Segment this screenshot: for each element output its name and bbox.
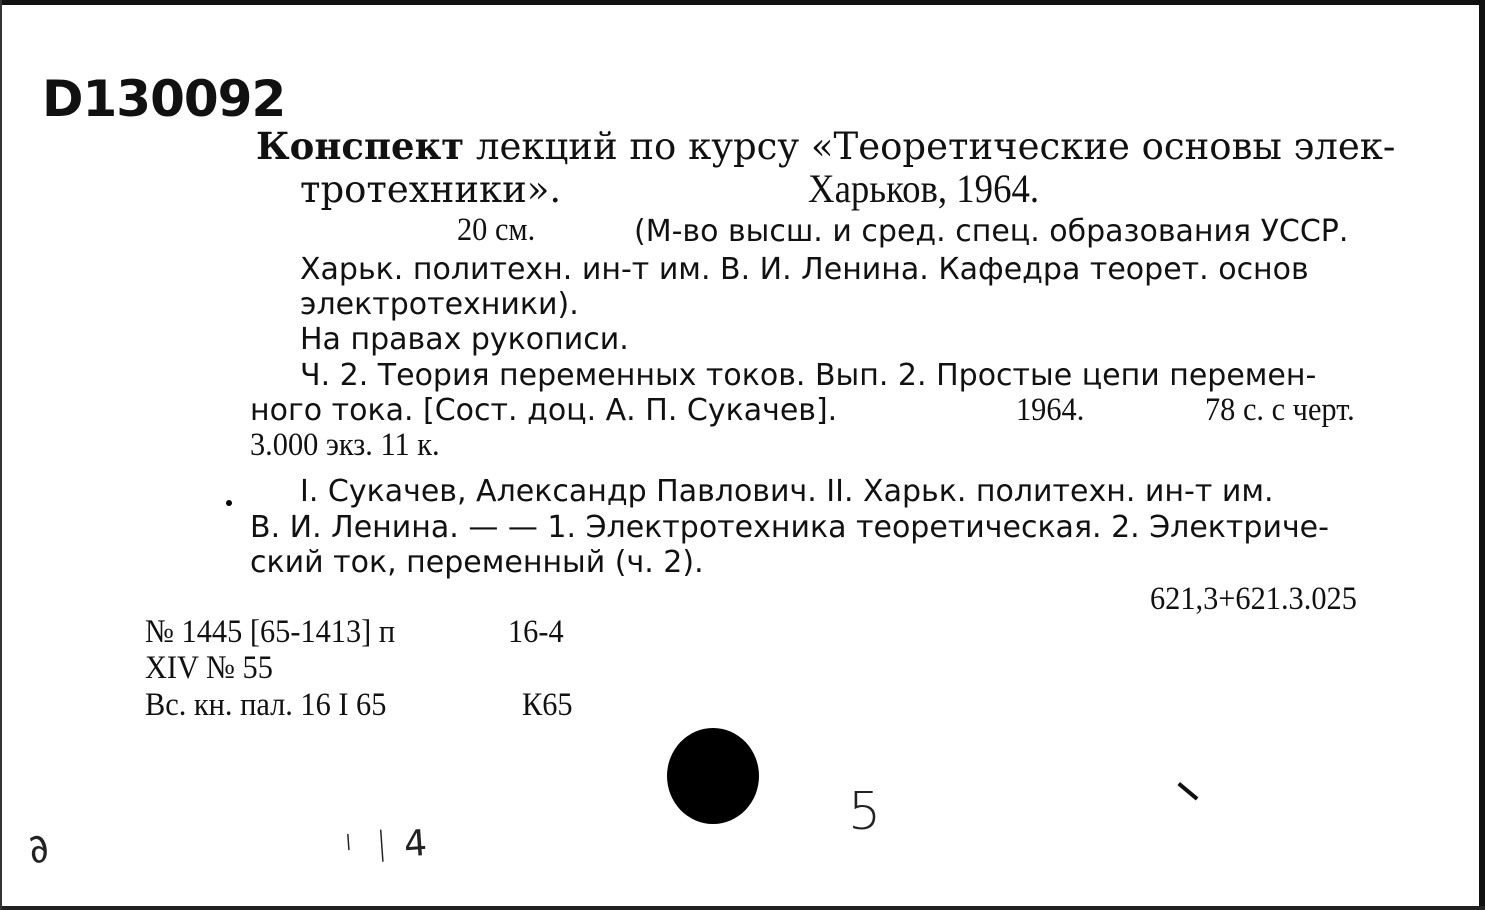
punched-hole-dot xyxy=(667,728,759,824)
series-line-1: (М-во высш. и сред. спец. образования УССР. xyxy=(634,214,1349,249)
title-bold-word: Конспект xyxy=(256,124,465,168)
part-line-1: Ч. 2. Теория переменных токов. Вып. 2. Простые цепи перемен- xyxy=(300,358,1317,393)
handwritten-marks-left: ∂ xyxy=(20,823,56,875)
series-line-3: электротехники). xyxy=(300,287,579,322)
title-rest: лекций по курсу «Теоретические основы элек- xyxy=(464,125,1396,168)
title-continuation: тротехники». xyxy=(300,168,562,211)
handwritten-five: 5 xyxy=(848,782,882,842)
card-edge-left xyxy=(0,0,2,910)
speck xyxy=(226,500,232,506)
card-edge-top xyxy=(0,0,1485,5)
rights-note: На правах рукописи. xyxy=(300,322,629,357)
registry-line-2: XIV № 55 xyxy=(145,650,273,686)
pen-stroke xyxy=(1177,782,1198,800)
edition-price: 3.000 экз. 11 к. xyxy=(250,427,440,463)
shelf-mark: D130092 xyxy=(42,70,286,128)
classification-index: 621,3+621.3.025 xyxy=(1150,581,1357,617)
tracing-line-3: ский ток, переменный (ч. 2). xyxy=(250,545,704,580)
registry-line-1: № 1445 [65-1413] п xyxy=(145,614,396,650)
registry-line-3: Вс. кн. пал. 16 I 65 xyxy=(145,687,387,723)
part-year: 1964. xyxy=(1016,392,1085,428)
size-text: 20 см. xyxy=(457,212,536,248)
part-line-2: ного тока. [Сост. доц. А. П. Сукачев]. xyxy=(250,393,838,428)
card-edge-right xyxy=(1479,0,1485,910)
registry-line-1-code: 16-4 xyxy=(508,614,564,650)
registry-line-3-code: К65 xyxy=(522,687,573,723)
place-year: Харьков, 1964. xyxy=(808,166,1040,211)
tracing-line-1: I. Сукачев, Александр Павлович. II. Харьк. политехн. ин-т им. xyxy=(300,474,1274,509)
handwritten-marks-middle: ᛌ ᛁ 4 xyxy=(336,822,429,871)
card-edge-bottom xyxy=(0,906,1485,910)
series-line-2: Харьк. политехн. ин-т им. В. И. Ленина. Кафедра теорет. основ xyxy=(300,252,1309,287)
title-line xyxy=(256,124,1395,168)
tracing-line-2: В. И. Ленина. — — 1. Электротехника теоретическая. 2. Электриче- xyxy=(250,510,1329,545)
part-pages: 78 с. с черт. xyxy=(1205,392,1355,428)
